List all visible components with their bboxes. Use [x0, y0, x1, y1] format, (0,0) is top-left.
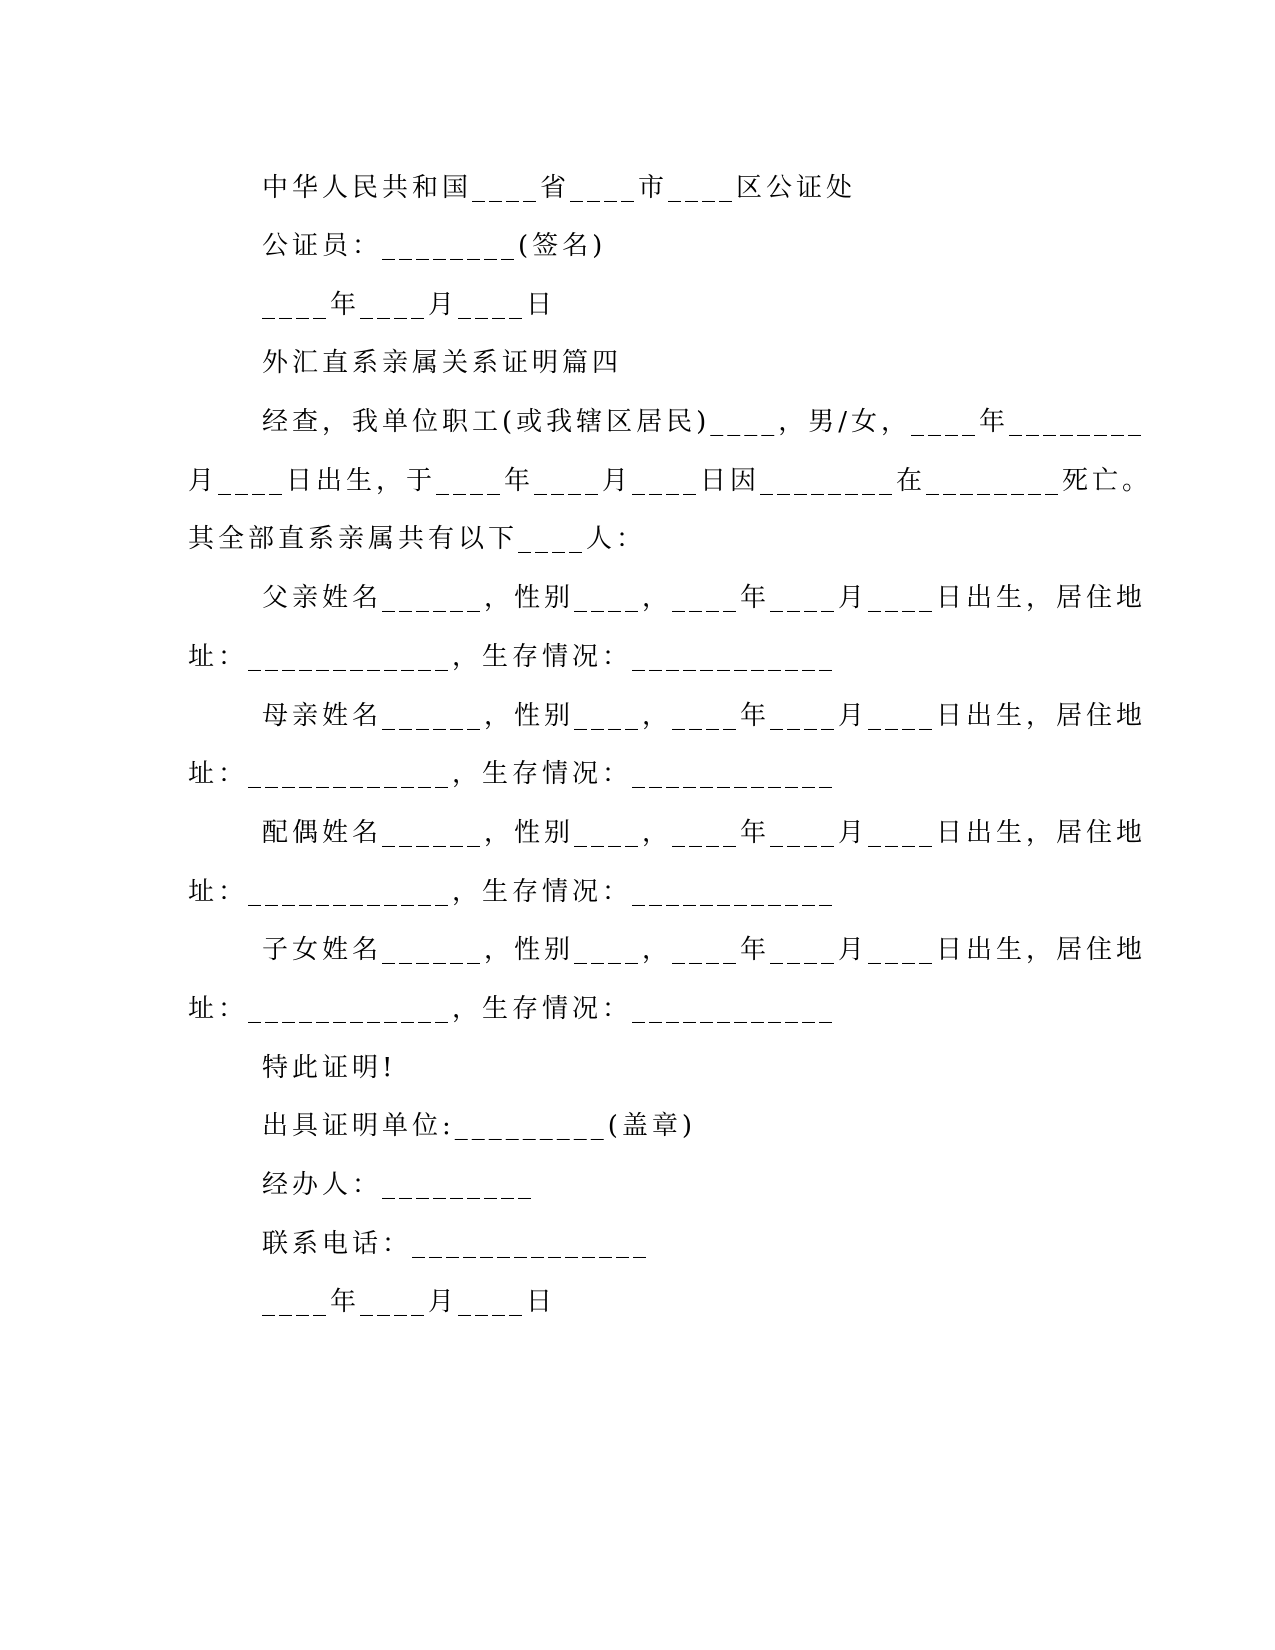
children-info-line-2: 址：____________，生存情况：____________ [188, 994, 837, 1024]
father-info-line-1: 父亲姓名______，性别____，____年____月____日出生，居住地 [262, 583, 1147, 613]
father-info-line-2: 址：____________，生存情况：____________ [188, 642, 837, 672]
phone-line: 联系电话：______________ [262, 1229, 651, 1259]
closing-date-line: ____年____月____日 [262, 1287, 557, 1317]
section-title: 外汇直系亲属关系证明篇四 [262, 348, 623, 378]
notary-date-line: ____年____月____日 [262, 290, 557, 320]
body-paragraph-line-2: 月____日出生，于____年____月____日因________在________死亡。 [188, 466, 1153, 496]
spouse-info-line-2: 址：____________，生存情况：____________ [188, 877, 837, 907]
certification-statement: 特此证明! [262, 1053, 397, 1083]
handler-line: 经办人：_________ [262, 1170, 536, 1200]
body-paragraph-line-1: 经查，我单位职工(或我辖区居民)____，男/女，____年________ [262, 407, 1146, 437]
spouse-info-line-1: 配偶姓名______，性别____，____年____月____日出生，居住地 [262, 818, 1147, 848]
mother-info-line-2: 址：____________，生存情况：____________ [188, 759, 837, 789]
mother-info-line-1: 母亲姓名______，性别____，____年____月____日出生，居住地 [262, 701, 1147, 731]
body-paragraph-line-3: 其全部直系亲属共有以下____人： [188, 524, 647, 554]
children-info-line-1: 子女姓名______，性别____，____年____月____日出生，居住地 [262, 935, 1147, 965]
notary-office-line: 中华人民共和国____省____市____区公证处 [262, 173, 857, 203]
issuing-unit-line: 出具证明单位:_________(盖章) [262, 1111, 697, 1141]
notary-signature-line: 公证员：________(签名) [262, 231, 607, 261]
